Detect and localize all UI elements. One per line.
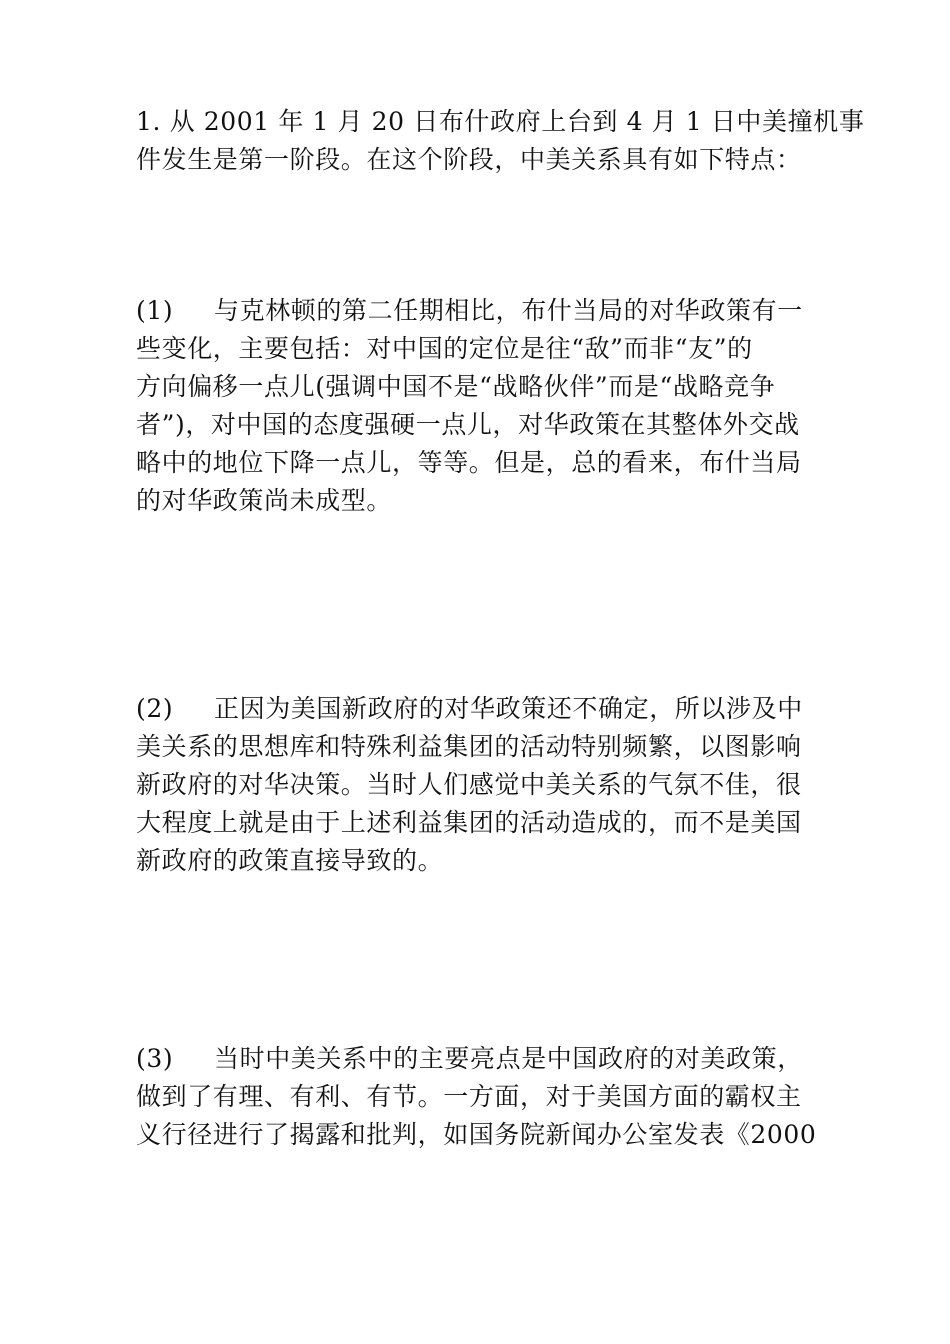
point-3-line-3: 义行径进行了揭露和批判，如国务院新闻办公室发表《2000 — [136, 1120, 817, 1149]
point-2-line-1-text: 正因为美国新政府的对华政策还不确定，所以涉及中 — [214, 694, 803, 723]
point-3-line-2: 做到了有理、有利、有节。一方面，对于美国方面的霸权主 — [136, 1082, 802, 1111]
point-2-line-3: 新政府的对华决策。当时人们感觉中美关系的气氛不佳，很 — [136, 770, 802, 799]
point-2-line-4: 大程度上就是由于上述利益集团的活动造成的，而不是美国 — [136, 808, 802, 837]
point-1-line-3: 方向偏移一点儿(强调中国不是“战略伙伴”而是“战略竞争 — [136, 372, 776, 401]
point-3-line-1-text: 当时中美关系中的主要亮点是中国政府的对美政策， — [214, 1044, 803, 1073]
point-1-line-5: 略中的地位下降一点儿，等等。但是，总的看来，布什当局 — [136, 448, 802, 477]
point-3-number: (3) — [136, 1044, 174, 1073]
point-2-line-1 — [136, 690, 816, 728]
point-1-line-4: 者”)，对中国的态度强硬一点儿，对华政策在其整体外交战 — [136, 410, 800, 439]
point-2-paragraph — [136, 690, 816, 880]
point-1-line-2: 些变化，主要包括：对中国的定位是往“敌”而非“友”的 — [136, 334, 753, 363]
intro-paragraph — [136, 103, 865, 179]
point-2-number: (2) — [136, 694, 174, 723]
point-2-line-2: 美关系的思想库和特殊利益集团的活动特别频繁，以图影响 — [136, 732, 802, 761]
point-1-number: (1) — [136, 296, 174, 325]
point-2-line-5: 新政府的政策直接导致的。 — [136, 846, 444, 875]
point-3-paragraph — [136, 1040, 816, 1154]
intro-line-1: 1. 从 2001 年 1 月 20 日布什政府上台到 4 月 1 日中美撞机事 — [136, 107, 865, 136]
point-1-paragraph — [136, 292, 816, 520]
point-3-line-1 — [136, 1040, 816, 1078]
point-1-line-6: 的对华政策尚未成型。 — [136, 486, 393, 515]
point-1-line-1-text: 与克林顿的第二任期相比，布什当局的对华政策有一 — [214, 296, 803, 325]
point-1-line-1 — [136, 292, 816, 330]
intro-line-2: 件发生是第一阶段。在这个阶段，中美关系具有如下特点： — [136, 145, 802, 174]
